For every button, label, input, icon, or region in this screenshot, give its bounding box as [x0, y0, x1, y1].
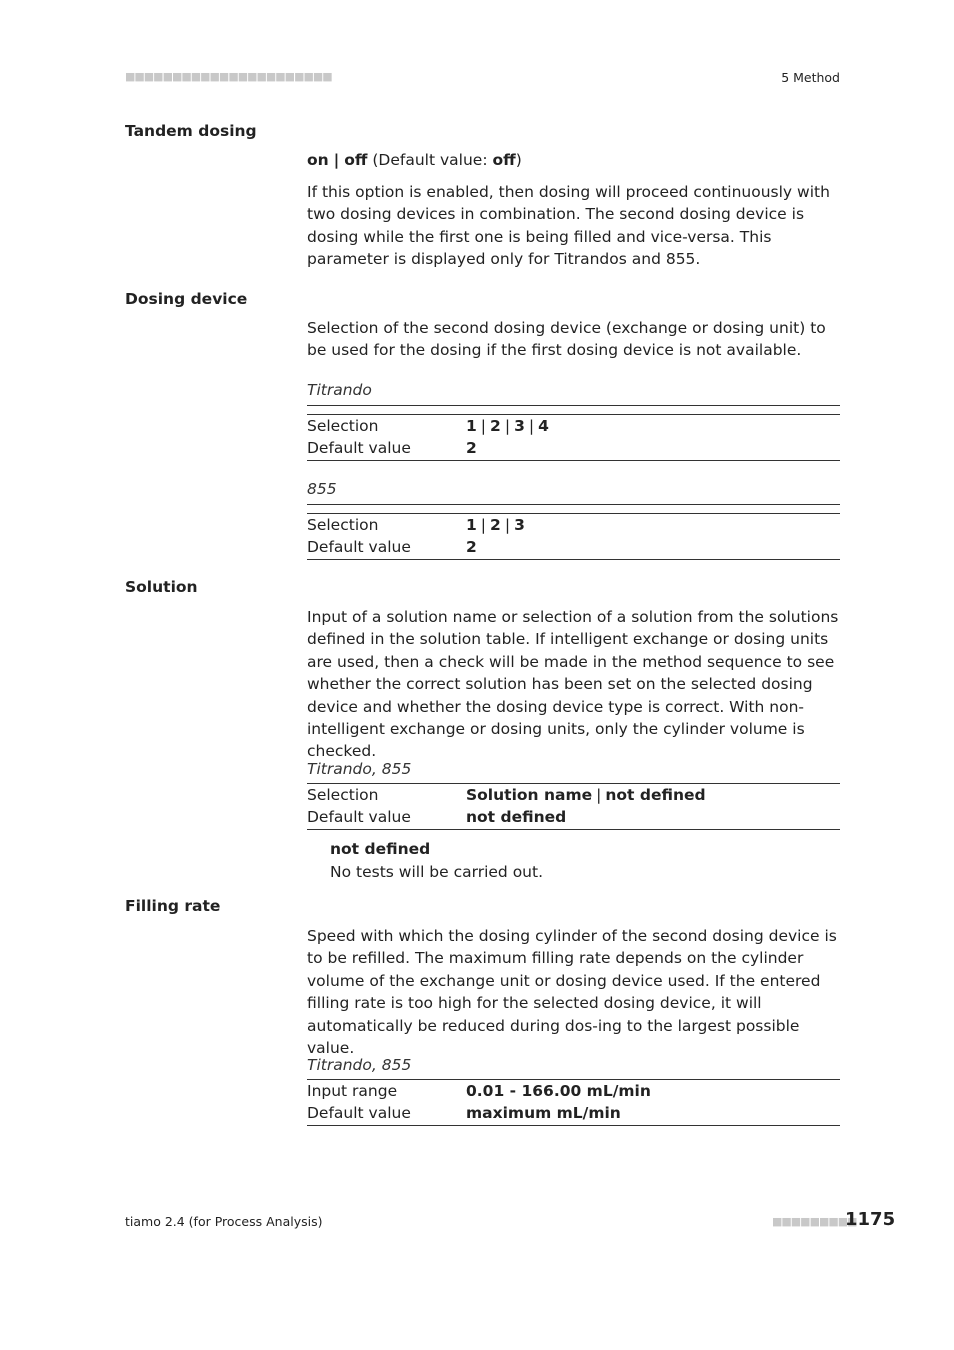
row-key: Default value	[307, 538, 411, 557]
titrando-table	[307, 405, 840, 461]
chapter-title: 5 Method	[781, 70, 840, 85]
row-key: Input range	[307, 1082, 398, 1100]
titrando-label: Titrando	[307, 381, 372, 399]
default-prefix: (Default value:	[367, 151, 493, 169]
row-value: 2	[466, 439, 477, 458]
row-key: Default value	[307, 1104, 411, 1123]
not-defined-description: No tests will be carried out.	[330, 863, 544, 881]
tandem-dosing-heading: Tandem dosing	[125, 122, 257, 140]
row-key: Selection	[307, 417, 379, 435]
row-value: maximum mL/min	[466, 1104, 621, 1123]
page-number: 1175	[845, 1209, 896, 1230]
table-row	[307, 415, 840, 437]
table-row	[307, 806, 840, 828]
solution-device-label: Titrando, 855	[307, 760, 412, 778]
filling-rate-description: Speed with which the dosing cylinder of the second dosing device is to be refilled. The maximum filling rate depends on the cylinder volume of the exchange unit or dosing device used. If the entered filling rate is too high for the selected dosing device, it will automatically be reduced during dos-ing to the largest possible value.	[307, 927, 837, 1058]
row-value: 1 | 2 | 3 | 4	[466, 417, 549, 435]
option-on: on	[307, 151, 329, 169]
table-row	[307, 536, 840, 558]
row-value: Solution name | not defined	[466, 786, 706, 804]
filling-rate-table	[307, 1079, 840, 1126]
footer-decoration: ■■■■■■■■■	[772, 1215, 857, 1228]
table-row	[307, 1080, 840, 1102]
default-value: off	[492, 151, 516, 169]
option-separator: |	[333, 151, 340, 169]
tandem-dosing-description: If this option is enabled, then dosing will proceed continuously with two dosing devices in combination. The second dosing device is dosing while the first one is being filled and vice-versa. This parameter is displayed only for Titrandos and 855.	[307, 183, 830, 269]
row-value: 0.01 - 166.00 mL/min	[466, 1082, 651, 1100]
header-decoration: ■■■■■■■■■■■■■■■■■■■■■■	[125, 70, 332, 83]
row-key: Default value	[307, 808, 411, 827]
row-value: 2	[466, 538, 477, 557]
solution-heading: Solution	[125, 578, 198, 596]
table-row	[307, 784, 840, 806]
dosing-device-heading: Dosing device	[125, 290, 248, 308]
footer-product-name: tiamo 2.4 (for Process Analysis)	[125, 1214, 323, 1229]
default-suffix: )	[515, 151, 522, 169]
table-row	[307, 1102, 840, 1124]
tandem-dosing-options	[307, 149, 840, 171]
not-defined-subheading: not defined	[330, 840, 431, 858]
row-value: 1 | 2 | 3	[466, 516, 525, 534]
row-key: Selection	[307, 516, 379, 534]
filling-rate-heading: Filling rate	[125, 897, 221, 915]
row-value: not defined	[466, 808, 567, 827]
row-key: Selection	[307, 786, 379, 804]
solution-description: Input of a solution name or selection of a solution from the solutions defined in the solution table. If intelligent exchange or dosing units are used, then a check will be made in the method sequence to see whether the correct solution has been set on the selected dosing device and whether the dosing device type is correct. With non-intelligent exchange or dosing units, only the cylinder volume is checked.	[307, 608, 839, 761]
row-key: Default value	[307, 439, 411, 458]
dosing-device-description: Selection of the second dosing device (exchange or dosing unit) to be used for the dosing if the first dosing device is not available.	[307, 319, 826, 360]
855-label: 855	[307, 480, 337, 498]
option-off: off	[344, 151, 368, 169]
solution-table	[307, 783, 840, 830]
filling-rate-device-label: Titrando, 855	[307, 1056, 412, 1074]
table-row	[307, 437, 840, 459]
table-row	[307, 514, 840, 536]
855-table	[307, 504, 840, 560]
